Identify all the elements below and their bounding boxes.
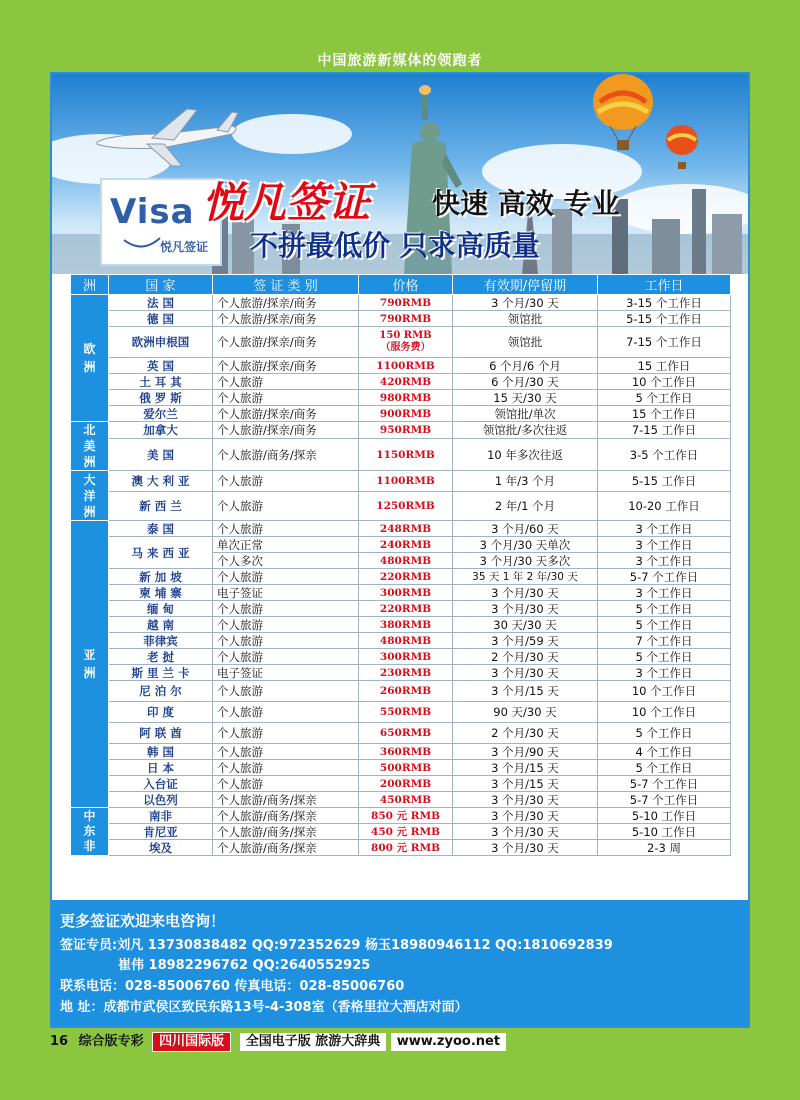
country-cell: 俄 罗 斯 [109,390,213,406]
validity-cell: 3 个月/15 天 [453,760,598,776]
workdays-cell: 5-7 个工作日 [598,569,731,585]
validity-cell: 90 天/30 天 [453,702,598,723]
price-cell: 420RMB [359,374,453,390]
workdays-cell: 4 个工作日 [598,744,731,760]
visa-type-cell: 单次正常 [213,537,359,553]
country-cell: 新 西 兰 [109,492,213,521]
table-row [71,295,731,311]
table-row [71,665,731,681]
visa-type-cell: 个人旅游 [213,702,359,723]
price-cell: 980RMB [359,390,453,406]
workdays-cell: 3 个工作日 [598,521,731,537]
validity-cell: 3 个月/30 天 [453,601,598,617]
table-row [71,681,731,702]
page-footer [50,1032,506,1052]
validity-cell: 3 个月/90 天 [453,744,598,760]
price-cell: 650RMB [359,723,453,744]
visa-type-cell: 个人旅游/商务/探亲 [213,439,359,471]
workdays-cell: 5-15 个工作日 [598,311,731,327]
visa-type-cell: 个人旅游/探亲/商务 [213,311,359,327]
country-cell: 尼 泊 尔 [109,681,213,702]
header-visa-type: 签 证 类 别 [213,275,359,295]
visa-type-cell: 个人旅游/探亲/商务 [213,422,359,439]
cloud-shape [232,114,352,154]
country-cell: 缅 甸 [109,601,213,617]
hot-air-balloon-icon [588,74,658,156]
table-header-row [71,275,731,295]
page-number: 16 [50,1034,69,1049]
visa-type-cell: 电子签证 [213,585,359,601]
price-cell: 850 元 RMB [359,808,453,824]
continent-asia: 亚 洲 [71,521,109,808]
price-cell: 248RMB [359,521,453,537]
workdays-cell: 7-15 个工作日 [598,327,731,358]
price-cell: 500RMB [359,760,453,776]
validity-cell: 30 天/30 天 [453,617,598,633]
table-row [71,471,731,492]
visa-type-cell: 个人旅游 [213,776,359,792]
workdays-cell: 7-15 工作日 [598,422,731,439]
country-cell: 马 来 西 亚 [109,537,213,569]
workdays-cell: 5-7 个工作日 [598,792,731,808]
table-row [71,617,731,633]
price-cell: 790RMB [359,311,453,327]
workdays-cell: 5-10 工作日 [598,808,731,824]
table-row [71,492,731,521]
continent-europe: 欧 洲 [71,295,109,422]
validity-cell: 3 个月/30 天 [453,840,598,856]
price-note: （服务费） [380,342,431,353]
visa-type-cell: 电子签证 [213,665,359,681]
table-row [71,792,731,808]
swoosh-icon [122,236,162,252]
visa-logo-word: Visa [110,192,195,232]
price-cell: 480RMB [359,553,453,569]
workdays-cell: 10 个工作日 [598,681,731,702]
table-row [71,585,731,601]
table-row [71,422,731,439]
visa-type-cell: 个人旅游 [213,617,359,633]
country-cell: 爱尔兰 [109,406,213,422]
price-cell: 550RMB [359,702,453,723]
visa-type-cell: 个人旅游/商务/探亲 [213,808,359,824]
price-cell: 800 元 RMB [359,840,453,856]
validity-cell: 3 个月/30 天多次 [453,553,598,569]
visa-type-cell: 个人旅游 [213,681,359,702]
validity-cell: 3 个月/30 天 [453,824,598,840]
visa-type-cell: 个人旅游 [213,723,359,744]
workdays-cell: 5 个工作日 [598,649,731,665]
country-cell: 南非 [109,808,213,824]
workdays-cell: 5 个工作日 [598,723,731,744]
visa-type-cell: 个人多次 [213,553,359,569]
table-row [71,824,731,840]
workdays-cell: 5 个工作日 [598,390,731,406]
country-cell: 入台证 [109,776,213,792]
validity-cell: 3 个月/30 天单次 [453,537,598,553]
validity-cell: 3 个月/30 天 [453,585,598,601]
validity-cell: 3 个月/59 天 [453,633,598,649]
validity-cell: 3 个月/15 天 [453,681,598,702]
footer-edition-badge: 四川国际版 [152,1032,231,1052]
visa-type-cell: 个人旅游/探亲/商务 [213,295,359,311]
country-cell: 印 度 [109,702,213,723]
visa-type-cell: 个人旅游/商务/探亲 [213,824,359,840]
table-row [71,601,731,617]
workdays-cell: 3 个工作日 [598,585,731,601]
slogan-quality: 不拼最低价 只求高质量 [250,229,540,262]
visa-type-cell: 个人旅游 [213,601,359,617]
contact-address: 地 址：成都市武侯区致民东路13号-4-308室（香格里拉大酒店对面） [60,1000,468,1015]
price-cell: 240RMB [359,537,453,553]
validity-cell: 2 年/1 个月 [453,492,598,521]
contact-title: 更多签证欢迎来电咨询！ [60,912,226,930]
brand-name: 悦凡签证 [202,178,371,227]
table-row [71,808,731,824]
table-row [71,760,731,776]
table-row [71,702,731,723]
price-cell: 200RMB [359,776,453,792]
validity-cell: 3 个月/30 天 [453,295,598,311]
country-cell: 韩 国 [109,744,213,760]
price-cell: 300RMB [359,585,453,601]
table-row [71,358,731,374]
visa-type-cell: 个人旅游 [213,374,359,390]
table-row [71,723,731,744]
workdays-cell: 3-15 个工作日 [598,295,731,311]
price-cell: 360RMB [359,744,453,760]
validity-cell: 3 个月/60 天 [453,521,598,537]
country-cell: 埃及 [109,840,213,856]
table-row [71,311,731,327]
table-row [71,537,731,553]
visa-type-cell: 个人旅游 [213,471,359,492]
country-cell: 土 耳 其 [109,374,213,390]
validity-cell: 3 个月/30 天 [453,792,598,808]
top-slogan: 中国旅游新媒体的领跑者 [317,53,483,69]
footer-tagline: 全国电子版 旅游大辞典 [240,1033,387,1051]
header-price: 价格 [359,275,453,295]
workdays-cell: 5-15 工作日 [598,471,731,492]
country-cell: 加拿大 [109,422,213,439]
validity-cell: 3 个月/15 天 [453,776,598,792]
visa-panel [50,72,750,1028]
workdays-cell: 7 个工作日 [598,633,731,649]
country-cell: 日 本 [109,760,213,776]
price-cell: 220RMB [359,569,453,585]
country-cell: 德 国 [109,311,213,327]
price-cell: 480RMB [359,633,453,649]
visa-type-cell: 个人旅游 [213,633,359,649]
visa-type-cell: 个人旅游 [213,760,359,776]
price-cell: 790RMB [359,295,453,311]
visa-type-cell: 个人旅游/商务/探亲 [213,792,359,808]
country-cell: 新 加 坡 [109,569,213,585]
price-cell: 300RMB [359,649,453,665]
validity-cell: 35 天 1 年 2 年/30 天 [453,569,598,585]
validity-cell: 领馆批 [453,311,598,327]
visa-type-cell: 个人旅游 [213,521,359,537]
workdays-cell: 15 个工作日 [598,406,731,422]
validity-cell: 2 个月/30 天 [453,649,598,665]
country-cell: 肯尼亚 [109,824,213,840]
hot-air-balloon-icon [662,124,702,174]
country-cell: 老 挝 [109,649,213,665]
visa-logo-subtitle: 悦凡签证 [160,240,209,254]
country-cell: 澳 大 利 亚 [109,471,213,492]
country-cell: 越 南 [109,617,213,633]
visa-type-cell: 个人旅游/商务/探亲 [213,840,359,856]
country-cell: 美 国 [109,439,213,471]
table-row [71,521,731,537]
country-cell: 阿 联 酋 [109,723,213,744]
visa-type-cell: 个人旅游 [213,492,359,521]
workdays-cell: 3-5 个工作日 [598,439,731,471]
table-row [71,406,731,422]
table-row [71,776,731,792]
workdays-cell: 5-7 个工作日 [598,776,731,792]
workdays-cell: 5-10 工作日 [598,824,731,840]
workdays-cell: 5 个工作日 [598,601,731,617]
validity-cell: 6 个月/6 个月 [453,358,598,374]
price-cell: 1250RMB [359,492,453,521]
country-cell: 菲律宾 [109,633,213,649]
workdays-cell: 10 个工作日 [598,702,731,723]
table-row [71,374,731,390]
workdays-cell: 5 个工作日 [598,760,731,776]
validity-cell: 6 个月/30 天 [453,374,598,390]
footer-section: 综合版专彩 [78,1034,144,1049]
continent-mideast-africa: 中 东 非 [71,808,109,856]
header-validity: 有效期/停留期 [453,275,598,295]
visa-type-cell: 个人旅游 [213,744,359,760]
contact-agent-cui: 崔伟 18982296762 QQ:2640552925 [118,958,371,973]
banner [52,74,748,274]
visa-type-cell: 个人旅游/探亲/商务 [213,358,359,374]
visa-type-cell: 个人旅游/探亲/商务 [213,406,359,422]
visa-type-cell: 个人旅游 [213,649,359,665]
visa-type-cell: 个人旅游 [213,390,359,406]
workdays-cell: 3 个工作日 [598,665,731,681]
visa-price-table [70,274,731,856]
price-cell: 380RMB [359,617,453,633]
table-row [71,649,731,665]
table-row [71,439,731,471]
workdays-cell: 3 个工作日 [598,553,731,569]
contact-agents-line: 签证专员:刘凡 13730838482 QQ:972352629 杨玉18980946112 QQ:1810692839 [60,938,613,953]
workdays-cell: 15 工作日 [598,358,731,374]
header-continent: 洲 [71,275,109,295]
price-cell: 450RMB [359,792,453,808]
validity-cell: 3 个月/30 天 [453,808,598,824]
price-cell [359,327,453,358]
workdays-cell: 3 个工作日 [598,537,731,553]
footer-website-link[interactable]: www.zyoo.net [391,1033,506,1051]
continent-oceania: 大 洋 洲 [71,471,109,521]
validity-cell: 领馆批/单次 [453,406,598,422]
price-cell: 950RMB [359,422,453,439]
workdays-cell: 10-20 工作日 [598,492,731,521]
validity-cell: 领馆批 [453,327,598,358]
price-cell: 1150RMB [359,439,453,471]
price-cell: 1100RMB [359,471,453,492]
country-cell: 柬 埔 寨 [109,585,213,601]
validity-cell: 1 年/3 个月 [453,471,598,492]
contact-section [52,900,748,1026]
continent-north-america: 北 美 洲 [71,422,109,471]
table-row [71,744,731,760]
workdays-cell: 10 个工作日 [598,374,731,390]
table-row [71,390,731,406]
country-cell: 欧洲申根国 [109,327,213,358]
country-cell: 泰 国 [109,521,213,537]
contact-phone-fax: 联系电话：028-85006760 传真电话：028-85006760 [60,979,405,994]
price-cell: 260RMB [359,681,453,702]
price-cell: 1100RMB [359,358,453,374]
country-cell: 英 国 [109,358,213,374]
price-cell: 900RMB [359,406,453,422]
header-country: 国 家 [109,275,213,295]
validity-cell: 15 天/30 天 [453,390,598,406]
visa-type-cell: 个人旅游 [213,569,359,585]
country-cell: 法 国 [109,295,213,311]
visa-type-cell: 个人旅游/探亲/商务 [213,327,359,358]
validity-cell: 2 个月/30 天 [453,723,598,744]
workdays-cell: 2-3 周 [598,840,731,856]
header-workdays: 工作日 [598,275,731,295]
price-value: 150 RMB [379,330,432,341]
price-cell: 220RMB [359,601,453,617]
airplane-icon [92,104,242,174]
table-row [71,633,731,649]
table-row [71,569,731,585]
table-row [71,327,731,358]
country-cell: 以色列 [109,792,213,808]
validity-cell: 3 个月/30 天 [453,665,598,681]
slogan-fast-efficient: 快速 高效 专业 [432,187,620,220]
workdays-cell: 5 个工作日 [598,617,731,633]
table-row [71,840,731,856]
country-cell: 斯 里 兰 卡 [109,665,213,681]
validity-cell: 领馆批/多次往返 [453,422,598,439]
price-cell: 230RMB [359,665,453,681]
price-cell: 450 元 RMB [359,824,453,840]
validity-cell: 10 年多次往返 [453,439,598,471]
